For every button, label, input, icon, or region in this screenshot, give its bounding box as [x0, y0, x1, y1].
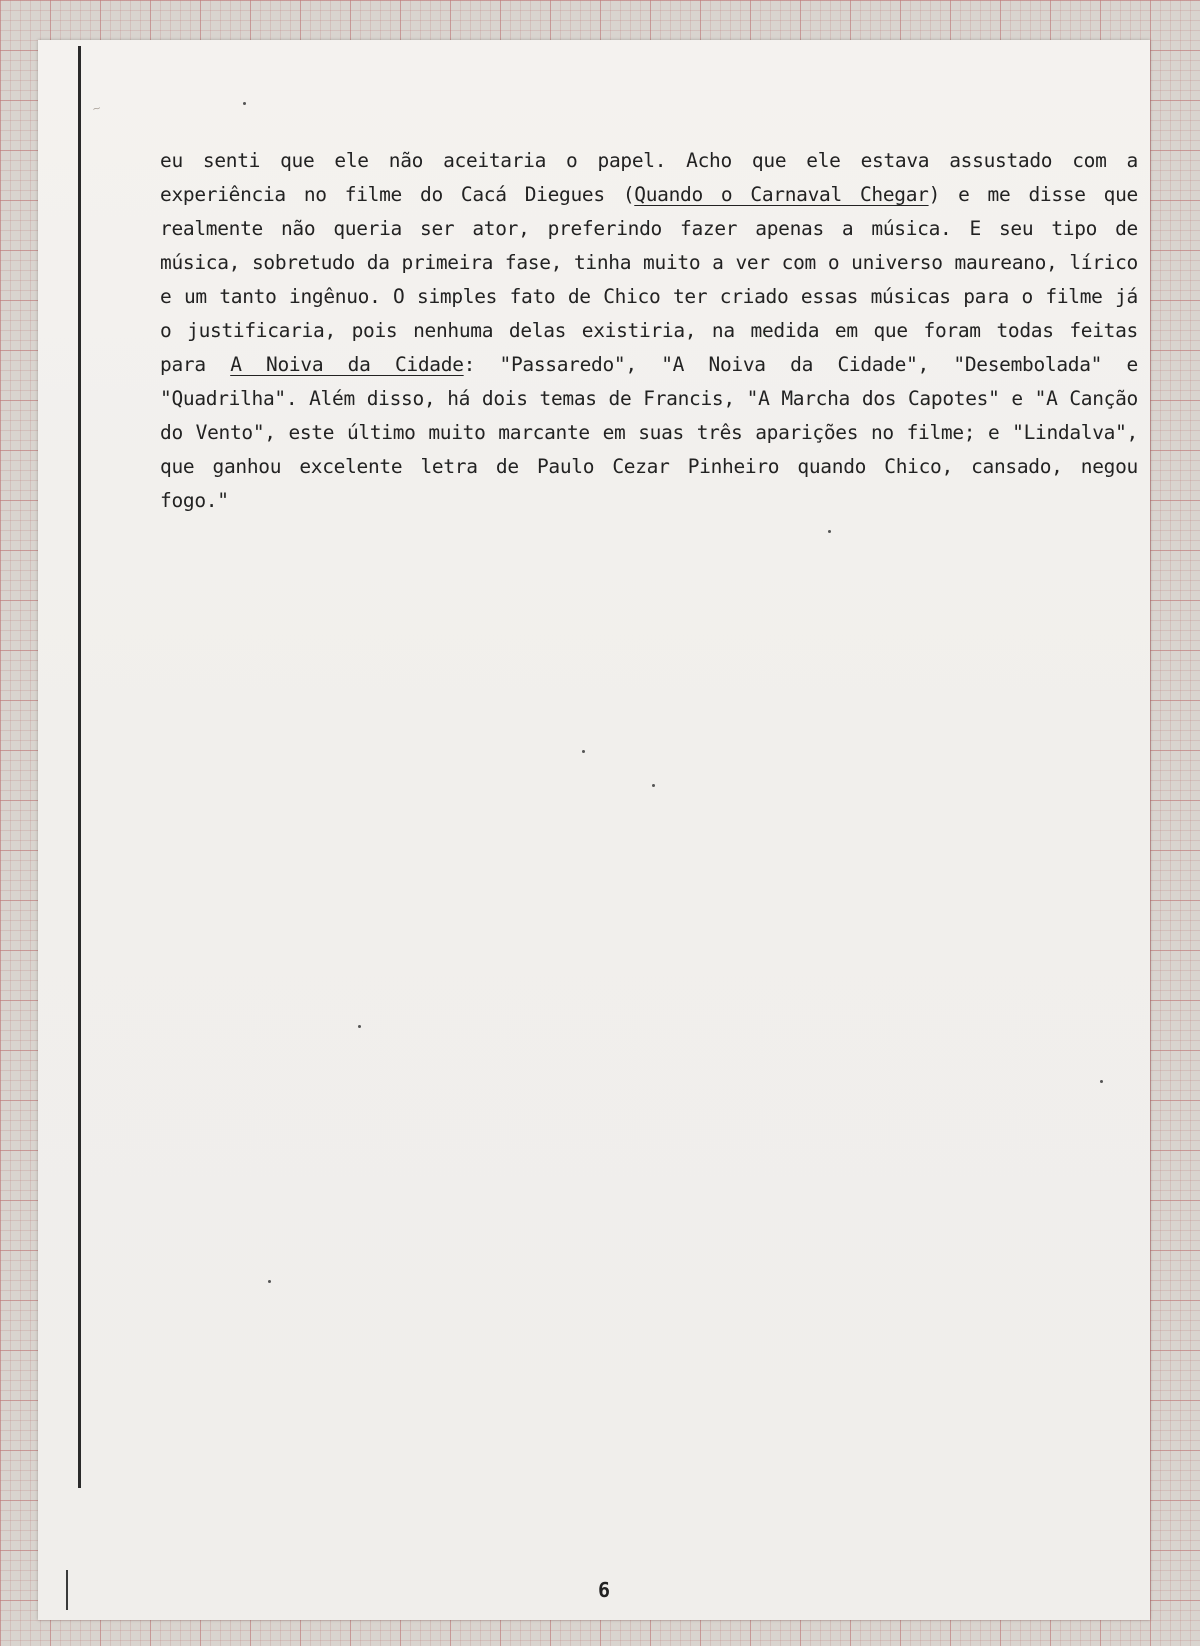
ink-speck	[828, 530, 831, 533]
paragraph-text-1: eu senti que ele não aceitaria o papel. Acho que ele estava assustado com a experiência no filme do Cacá Diegues (	[160, 149, 1138, 206]
body-paragraph	[160, 144, 1138, 518]
document-page	[38, 40, 1150, 1620]
ink-speck	[268, 1280, 271, 1283]
ink-speck	[652, 784, 655, 787]
pencil-mark: ~	[90, 101, 103, 116]
film-title-quando-o-carnaval-chegar: Quando o Carnaval Chegar	[634, 183, 929, 206]
margin-rule	[78, 46, 81, 1488]
ink-speck	[243, 102, 246, 105]
paragraph-text-2: ) e me disse que realmente não queria ser ator, preferindo fazer apenas a música. E seu tipo de música, sobretudo da primeira fase, tinha muito a ver com o universo maureano, lírico e um tanto ingênuo. O simples fato de Chico ter criado essas músicas para o filme já o justificaria, pois nenhuma delas existiria, na medida em que foram todas feitas para	[160, 183, 1138, 376]
page-number: 6	[598, 1578, 611, 1602]
film-title-a-noiva-da-cidade: A Noiva da Cidade	[230, 353, 464, 376]
margin-rule-lower	[66, 1570, 68, 1610]
ink-speck	[1100, 1080, 1103, 1083]
paragraph-text-3: : "Passaredo", "A Noiva da Cidade", "Desembolada" e "Quadrilha". Além disso, há dois temas de Francis, "A Marcha dos Capotes" e "A Canção do Vento", este último muito marcante em suas três aparições no filme; e "Lindalva", que ganhou excelente letra de Paulo Cezar Pinheiro quando Chico, cansado, negou fogo."	[160, 353, 1138, 512]
ink-speck	[358, 1025, 361, 1028]
ink-speck	[582, 750, 585, 753]
